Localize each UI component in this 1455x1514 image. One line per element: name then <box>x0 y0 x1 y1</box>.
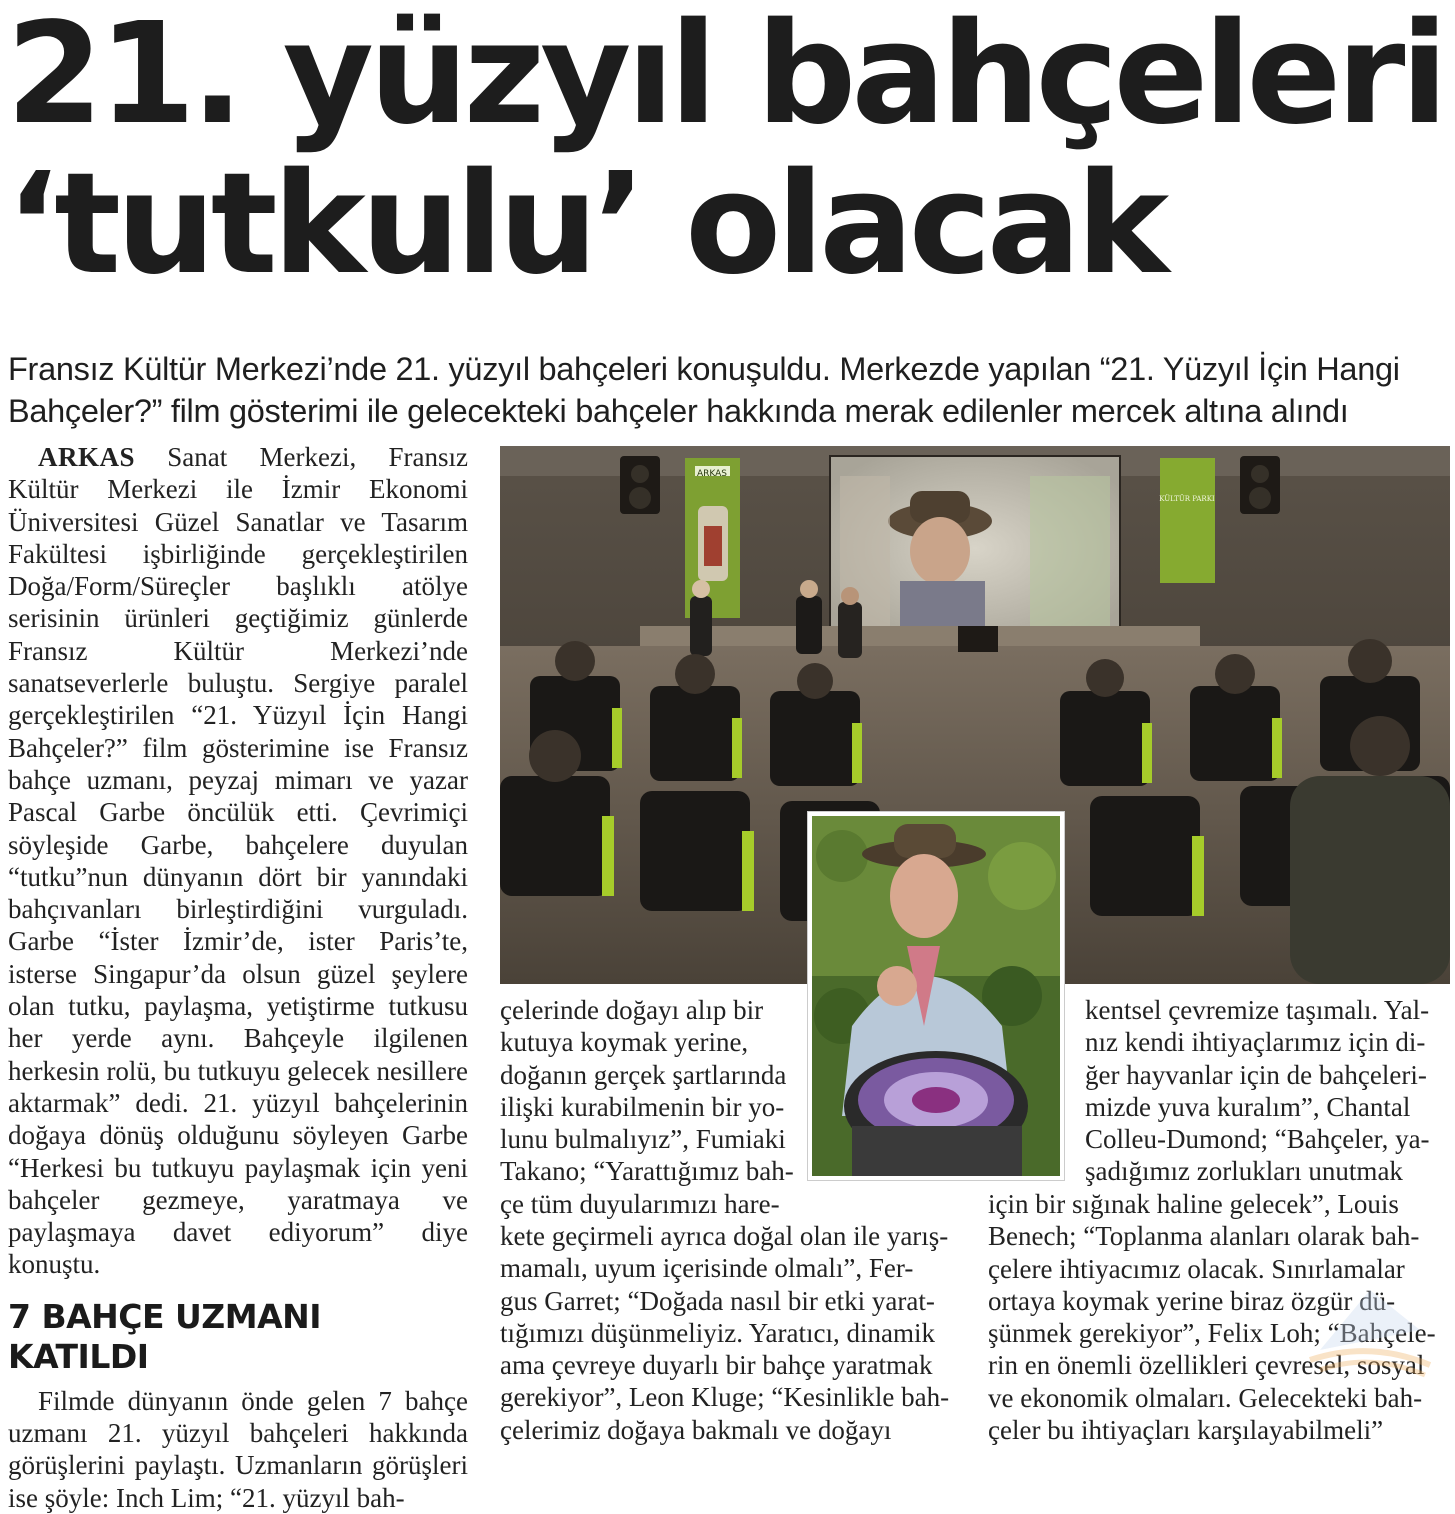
text-line: ilişki kurabilmenin bir yo- <box>500 1091 785 1122</box>
text-line: için bir sığınak haline gelecek”, Louis <box>988 1189 1399 1219</box>
deck-summary: Fransız Kültür Merkezi’nde 21. yüzyıl bahçeleri konuşuldu. Merkezde yapılan “21. Yüzyıl İçin Hangi Bahçeler?” film gösterimi ile gelecekteki bahçeler hakkında merak edilenler mercek altına alındı <box>8 351 1400 429</box>
text-line: mizde yuva kuralım”, Chantal <box>1085 1091 1411 1122</box>
article-paragraph-1 <box>8 441 468 1281</box>
text-line: çelerimiz doğaya bakmalı ve doğayı <box>500 1414 892 1445</box>
text-line: ama çevreye duyarlı bir bahçe yaratmak <box>500 1350 933 1381</box>
text-line: çeler bu ihtiyaçları karşılayabilmeli” <box>988 1415 1384 1446</box>
text-line: ğer hayvanlar için de bahçeleri- <box>1085 1059 1427 1090</box>
text-line: ortaya koymak yerine biraz özgür dü- <box>988 1285 1396 1316</box>
text-line: şadığımız zorlukları unutmak <box>1085 1156 1403 1187</box>
text-line: kentsel çevremize taşımalı. Yal- <box>1085 995 1430 1025</box>
text-line: gerekiyor”, Leon Kluge; “Kesinlikle bah- <box>500 1382 950 1413</box>
headline <box>6 0 1451 306</box>
article-column-2-top <box>500 994 800 1220</box>
text-line: mamalı, uyum içerisinde olmalı”, Fer- <box>500 1253 914 1284</box>
headline-line-2: ‘tutkulu’ olacak <box>6 143 1165 306</box>
section-subhead: 7 BAHÇE UZMANI KATILDI <box>8 1296 322 1376</box>
text-line: rin en önemli özellikleri çevresel, sosyal <box>988 1350 1425 1381</box>
banner-left-label: ARKAS <box>696 469 728 479</box>
text-line: nız kendi ihtiyaçlarımız için di- <box>1085 1027 1426 1058</box>
text-line: kete geçirmeli ayrıca doğal olan ile yarış- <box>500 1221 949 1251</box>
inset-portrait-photo <box>808 812 1064 1180</box>
text-line: çe tüm duyularımızı hare- <box>500 1188 780 1219</box>
text-line: çelere ihtiyacımız olacak. Sınırlamalar <box>988 1253 1405 1284</box>
text-line: lunu bulmalıyız”, Fumiaki <box>500 1124 786 1155</box>
text-line: ve ekonomik olmaları. Gelecekteki bah- <box>988 1382 1423 1413</box>
article-column-3-top <box>1085 994 1450 1188</box>
text-line: gus Garret; “Doğada nasıl bir etki yarat- <box>500 1285 935 1316</box>
text-line: doğanın gerçek şartlarında <box>500 1059 787 1090</box>
headline-line-1: 21. yüzyıl bahçeleri <box>6 0 1444 156</box>
text-line: çelerinde doğayı alıp bir <box>500 995 764 1025</box>
text-line: Colleu-Dumond; “Bahçeler, ya- <box>1085 1124 1430 1155</box>
watermark-logo <box>1300 1270 1440 1380</box>
lead-word: ARKAS <box>38 442 136 472</box>
article-column-1 <box>8 441 468 1514</box>
banner-right-label: KÜLTÜR PARKI <box>1159 495 1215 503</box>
paragraph-1-text: Sanat Merkezi, Fransız Kültür Merkezi ile İzmir Ekonomi Üniversitesi Güzel Sanatlar ve Tasarım Fakültesi işbirliğinde gerçekleştirilen Doğa/Form/Süreçler başlıklı atölye serisinin ürünleri geçtiğimiz günlerde Fransız Kültür Merkezi’nde sanatseverlerle buluştu. Sergiye paralel gerçekleştirilen “21. Yüzyıl İçin Hangi Bahçeler?” film gösterimine ise Fransız bahçe uzmanı, peyzaj mimarı ve yazar Pascal Garbe öncülük etti. Çevrimiçi söyleşide Garbe, bahçelere duyulan “tutku”nun dünyanın dört bir yanındaki bahçıvanları birleştirdiğini vurguladı. Garbe “İster İzmir’de, ister Paris’te, isterse Singapur’da olsun güzel şeylere olan tutku, paylaşma, yetiştirme tutkusu her yerde aynı. Bahçeyle ilgilenen herkesin rolü, bu tutkuyu gelecek nesillere aktarmak” dedi. 21. yüzyıl bahçelerinin doğaya dönüş olduğunu söyleyen Garbe “Herkesi bu tutkuyu paylaşmak için yeni bahçeler gezmeye, yaratmaya ve paylaşmaya davet ediyorum” diye konuştu. <box>8 442 468 1280</box>
text-line: kutuya koymak yerine, <box>500 1027 749 1058</box>
text-line: şünmek gerekiyor”, Felix Loh; “Bahçele- <box>988 1318 1436 1349</box>
article-column-2-bottom <box>500 1220 970 1446</box>
article-paragraph-2: Filmde dünyanın önde gelen 7 bahçe uzmanı 21. yüzyıl bahçeleri hakkında görüşlerini paylaştı. Uzmanların görüşleri ise şöyle: Inch Lim; “21. yüzyıl bah- <box>8 1385 468 1513</box>
text-line: tığımızı düşünmeliyiz. Yaratıcı, dinamik <box>500 1317 935 1348</box>
text-line: Takano; “Yarattığımız bah- <box>500 1156 794 1187</box>
text-line: Benech; “Toplanma alanları olarak bah- <box>988 1221 1420 1252</box>
